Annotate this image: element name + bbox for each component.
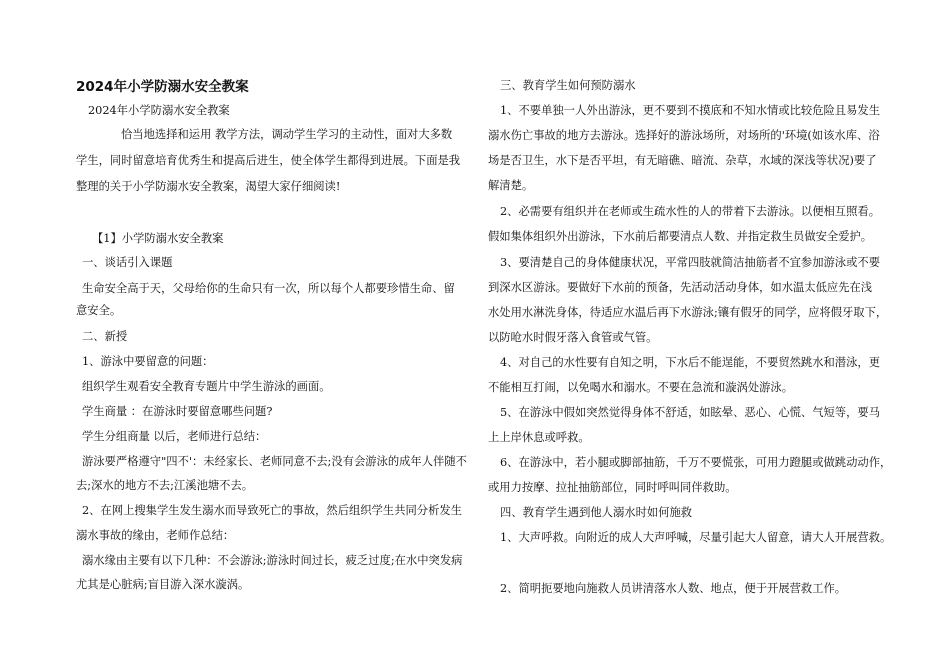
paragraph-line: 意安全。 — [76, 304, 122, 317]
paragraph-line: 解清楚。 — [488, 179, 534, 192]
paragraph-line: 2、在网上搜集学生发生溺水而导致死亡的事故，然后组织学生共同分析发生 — [82, 504, 462, 517]
paragraph-line: 1、游泳中要留意的问题： — [82, 355, 214, 368]
paragraph-line: 或用力按摩、拉扯抽筋部位，同时呼叫同伴救助。 — [488, 481, 737, 494]
section-heading: 一、谈话引入课题 — [82, 256, 173, 269]
paragraph-line: 学生，同时留意培育优秀生和提高后进生，使全体学生都得到进展。下面是我 — [76, 154, 461, 167]
paragraph-line: 4、对自己的水性要有自知之明，下水后不能逞能，不要贸然跳水和潜泳，更 — [500, 356, 880, 369]
paragraph-line: 上上岸休息或呼救。 — [488, 431, 590, 444]
paragraph-line: 溺水事故的缘由，老师作总结： — [76, 529, 235, 542]
paragraph-line: 生命安全高于天，父母给你的生命只有一次，所以每个人都要珍惜生命、留 — [82, 282, 455, 295]
paragraph-line: 去;深水的地方不去;江溪池塘不去。 — [76, 479, 254, 492]
paragraph-line: 1、不要单独一人外出游泳，更不要到不摸底和不知水情或比较危险且易发生 — [500, 104, 880, 117]
paragraph-line: 学生商量 ：在游泳时要留意哪些问题? — [82, 405, 273, 418]
paragraph-line: 组织学生观看安全教育专题片中学生游泳的画面。 — [82, 380, 331, 393]
paragraph-line: 整理的关于小学防溺水安全教案，渴望大家仔细阅读! — [76, 180, 341, 193]
paragraph-line: 学生分组商量 以后，老师进行总结： — [82, 430, 267, 443]
paragraph-line: 2、简明扼要地向施救人员讲清落水人数、地点，便于开展营救工作。 — [500, 582, 847, 595]
section-heading: 三、教育学生如何预防溺水 — [500, 79, 636, 92]
paragraph-line: 到深水区游泳。要做好下水前的预备，先活动活动身体，如水温太低应先在浅 — [488, 281, 873, 294]
paragraph-line: 以防呛水时假牙落入食管或气管。 — [488, 331, 658, 344]
paragraph-line: 场是否卫生，水下是否平坦，有无暗礁、暗流、杂草，水域的深浅等状况)要了 — [488, 154, 877, 167]
paragraph-line: 水处用水淋洗身体，待适应水温后再下水游泳;镶有假牙的同学，应将假牙取下， — [488, 306, 888, 319]
paragraph-line: 3、要清楚自己的身体健康状况，平常四肢就简洁抽筋者不宜参加游泳或不要 — [500, 256, 880, 269]
paragraph-line: 尤其是心脏病;盲目游入深水漩涡。 — [76, 578, 250, 591]
section-heading: 【1】小学防溺水安全教案 — [92, 232, 224, 245]
paragraph-line: 恰当地选择和运用 教学方法，调动学生学习的主动性，面对大多数 — [121, 128, 453, 141]
paragraph-line: 5、在游泳中假如突然觉得身体不舒适，如眩晕、恶心、心慌、气短等，要马 — [500, 406, 880, 419]
paragraph-line: 2、必需要有组织并在老师或生疏水性的人的带着下去游泳。以便相互照看。 — [500, 205, 880, 218]
paragraph-line: 溺水缘由主要有以下几种：不会游泳;游泳时间过长，疲乏过度;在水中突发病 — [82, 554, 463, 567]
paragraph-line: 溺水伤亡事故的地方去游泳。选择好的游泳场所，对场所的'环境(如该水库、浴 — [488, 129, 880, 142]
paragraph-line: 1、大声呼救。向附近的成人大声呼喊，尽量引起大人留意，请大人开展营救。 — [500, 531, 892, 544]
paragraph-line: 游泳要严格遵守"四不'：未经家长、老师同意不去;没有会游泳的成年人伴随不 — [82, 455, 467, 468]
subtitle-line: 2024年小学防溺水安全教案 — [88, 104, 230, 117]
section-heading: 二、新授 — [82, 330, 128, 343]
document-title: 2024年小学防溺水安全教案 — [76, 79, 249, 95]
section-heading: 四、教育学生遇到他人溺水时如何施救 — [500, 506, 693, 519]
paragraph-line: 不能相互打闹，以免喝水和溺水。不要在急流和漩涡处游泳。 — [488, 381, 794, 394]
paragraph-line: 6、在游泳中，若小腿或脚部抽筋，千万不要慌张，可用力蹬腿或做跳动动作， — [500, 456, 892, 469]
paragraph-line: 假如集体组织外出游泳，下水前后都要清点人数、并指定救生员做安全爱护。 — [488, 230, 873, 243]
